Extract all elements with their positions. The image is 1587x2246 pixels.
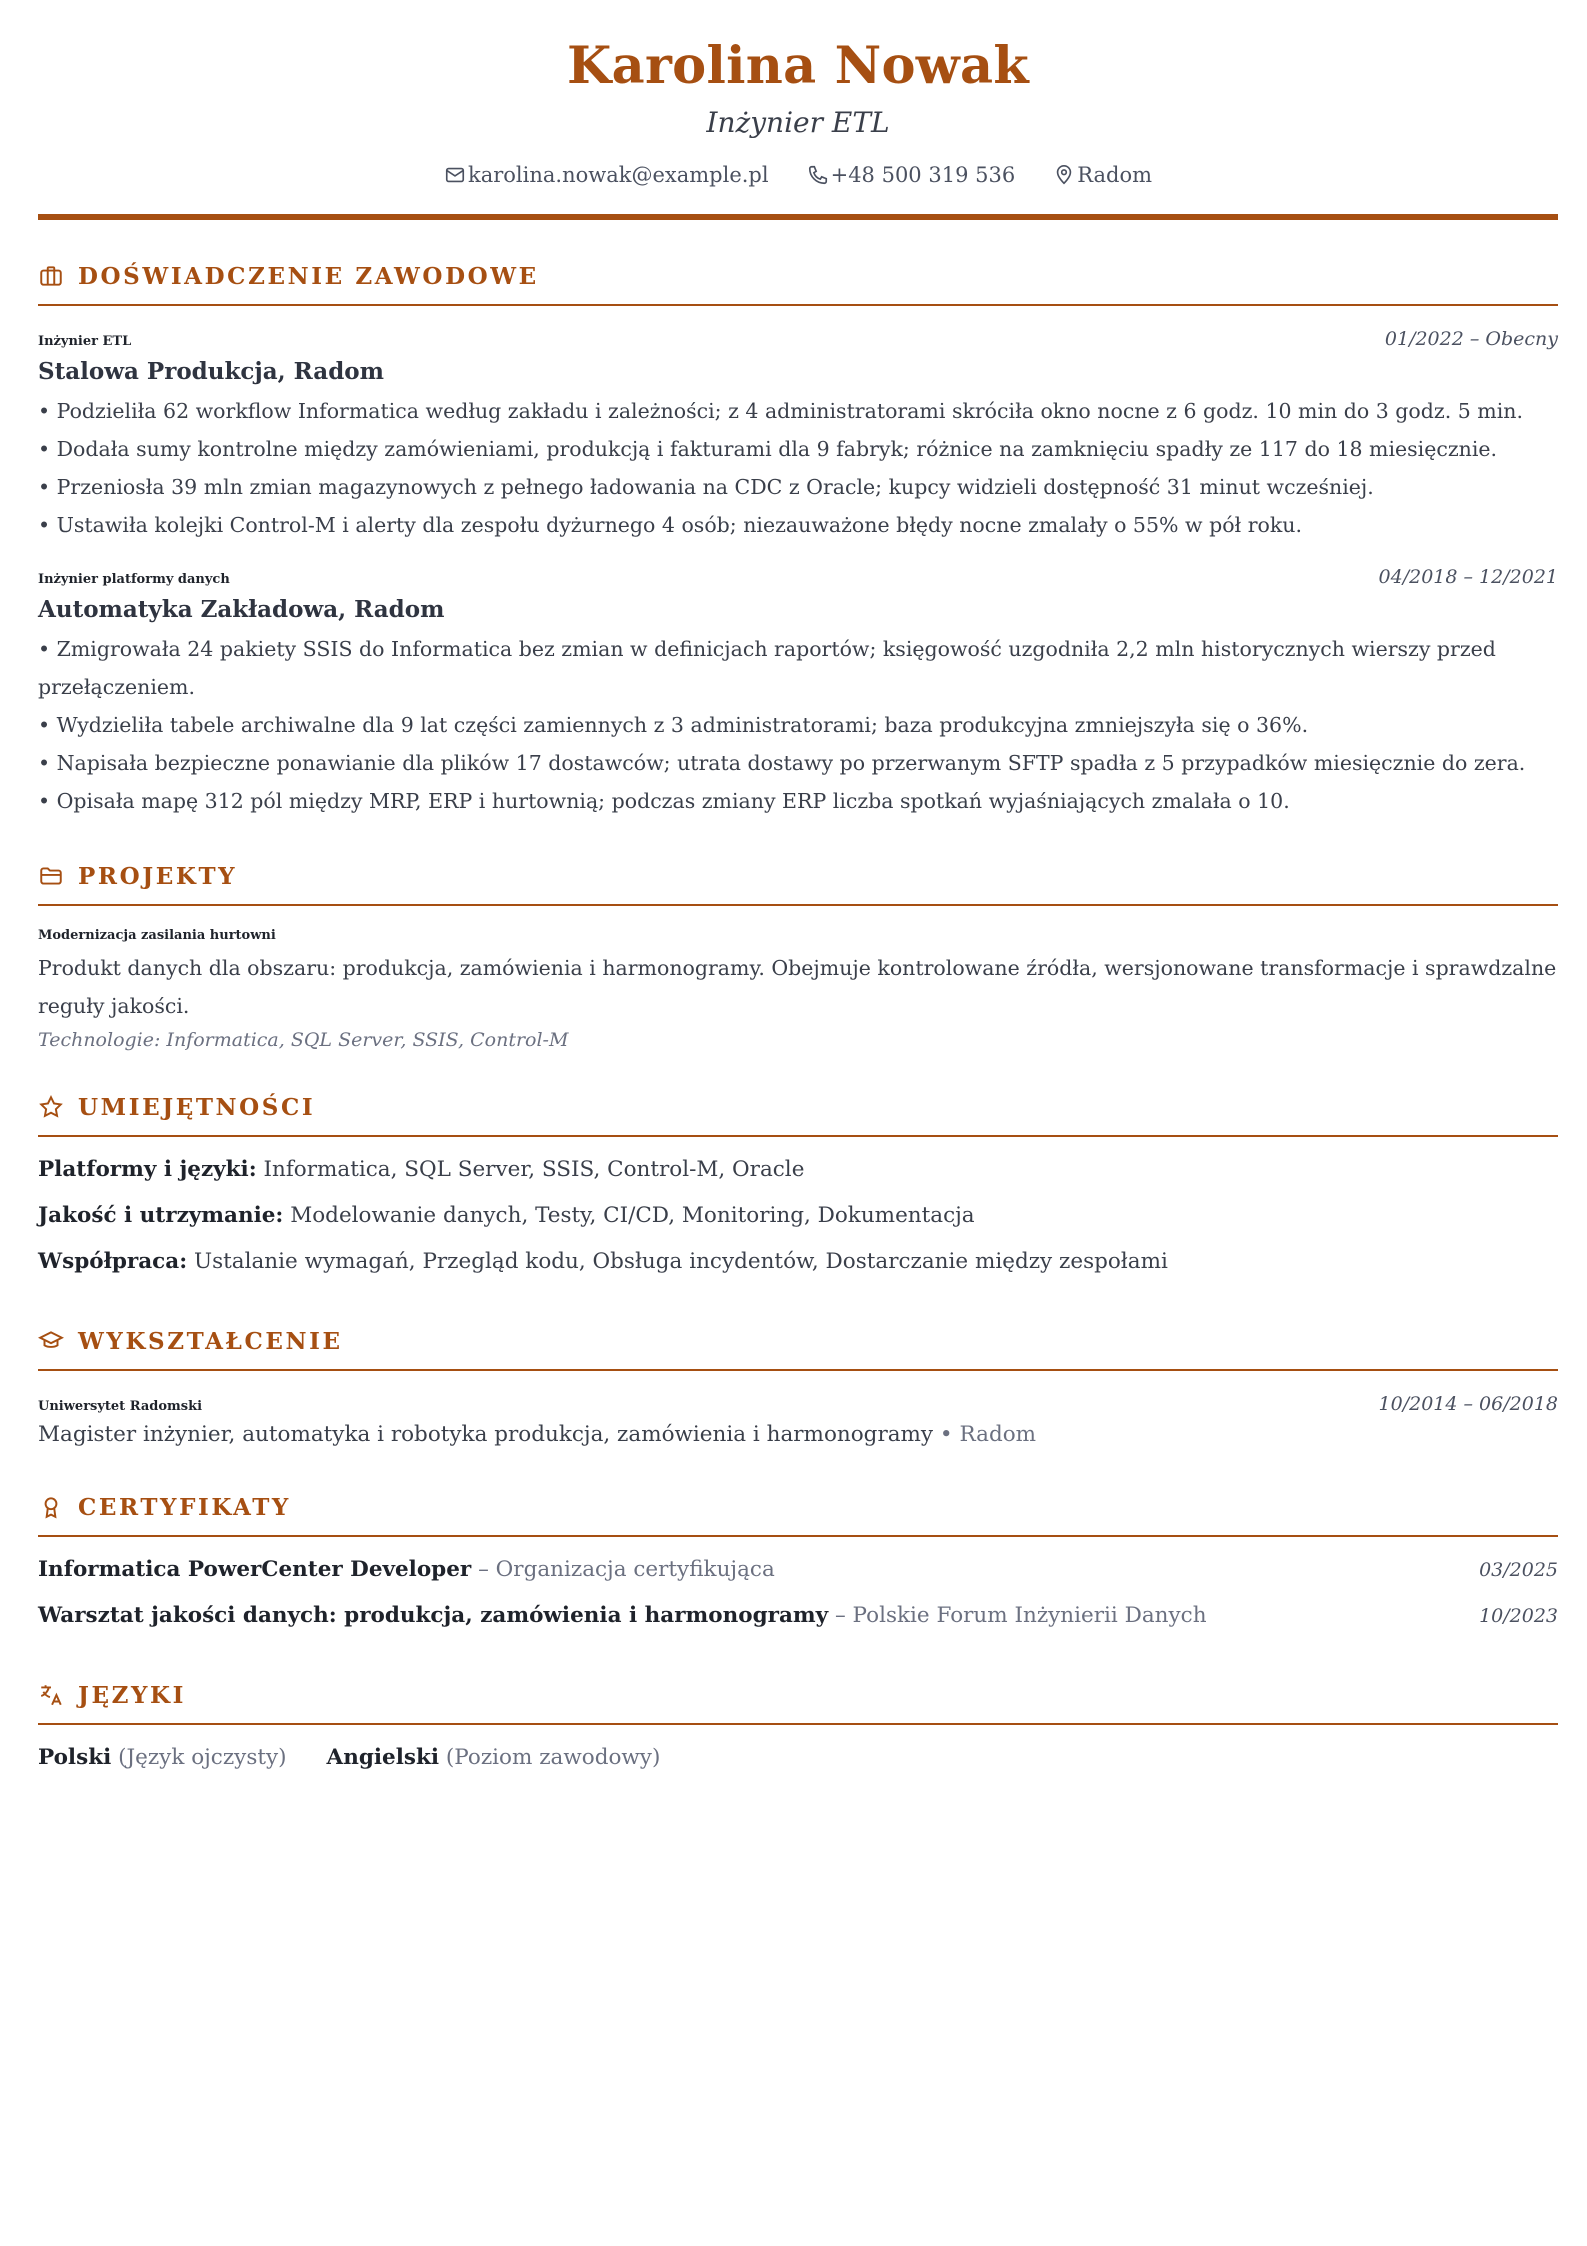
section-title: DOŚWIADCZENIE ZAWODOWE [78,262,539,290]
certificates-section [38,1489,1558,1639]
skill-group-value: Modelowanie danych, Testy, CI/CD, Monitoring, Dokumentacja [290,1203,975,1228]
skill-group-label: Jakość i utrzymanie: [38,1203,284,1228]
skills-section [38,1089,1558,1285]
location-text: Radom [1077,163,1152,187]
role-title: Inżynier platformy danych [38,572,230,587]
achievement-item: • Wydzieliła tabele archiwalne dla 9 lat części zamiennych z 3 administratorami; baza produkcyjna zmniejszyła się o 36%. [38,706,1558,744]
section-title: UMIEJĘTNOŚCI [78,1093,316,1121]
certificates-heading [38,1489,1558,1525]
certificate-name: Warsztat jakości danych: produkcja, zamówienia i harmonogramy [38,1603,829,1628]
achievement-item: • Napisała bezpieczne ponawianie dla plików 17 dostawców; utrata dostawy po przerwanym SFTP spadła z 5 przypadków miesięcznie do zera. [38,744,1558,782]
achievement-item: • Opisała mapę 312 pól między MRP, ERP i hurtownią; podczas zmiany ERP liczba spotkań wyjaśniających zmalała o 10. [38,782,1558,820]
separator: • [939,1422,953,1447]
language-list [38,1745,1558,1770]
candidate-name: Karolina Nowak [566,36,1029,96]
briefcase-icon [38,263,64,289]
skill-group [38,1239,1558,1285]
company-name: Automatyka Zakładowa, Radom [38,596,445,623]
section-title: WYKSZTAŁCENIE [78,1327,343,1355]
skill-group [38,1147,1558,1193]
achievement-item: • Podzieliła 62 workflow Informatica według zakładu i zależności; z 4 administratorami skróciła okno nocne z 6 godz. 10 min do 3 godz. 5 min. [38,392,1558,430]
skills-list [38,1147,1558,1285]
star-icon [38,1094,64,1120]
skill-group-label: Platformy i języki: [38,1157,257,1182]
project-description: Produkt danych dla obszaru: produkcja, zamówienia i harmonogramy. Obejmuje kontrolowane źródła, wersjonowane transformacje i sprawdzalne reguły jakości. [38,956,1557,1018]
degree-line [38,1419,1558,1451]
certificate-date: 03/2025 [1479,1559,1558,1581]
achievement-list [38,630,1558,820]
mail-icon [444,164,466,186]
folder-icon [38,863,64,889]
language-name: Polski [38,1745,112,1770]
email-text: karolina.nowak@example.pl [468,163,769,187]
language-name: Angielski [326,1745,440,1770]
education-heading [38,1323,1558,1359]
achievement-item: • Ustawiła kolejki Control-M i alerty dla zespołu dyżurnego 4 osób; niezauważone błędy nocne zmalały o 55% w pół roku. [38,506,1558,544]
contact-location [1053,160,1152,190]
date-range: 01/2022 – Obecny [1384,328,1558,350]
contact-phone[interactable] [807,160,1016,190]
section-title: PROJEKTY [78,862,238,890]
skill-group-value: Informatica, SQL Server, SSIS, Control-M, Oracle [263,1157,805,1182]
certificate-item [38,1593,1558,1639]
graduation-cap-icon [38,1328,64,1354]
skill-group [38,1193,1558,1239]
certificate-list [38,1547,1558,1639]
project-name: Modernizacja zasilania hurtowni [38,928,276,943]
certificate-issuer: – Polskie Forum Inżynierii Danych [834,1603,1207,1628]
header-divider [38,214,1558,220]
language-item [327,1745,661,1770]
language-level: (Język ojczysty) [118,1745,287,1770]
location-icon [1053,164,1075,186]
contact-email[interactable] [444,160,769,190]
phone-icon [807,164,829,186]
achievement-item: • Dodała sumy kontrolne między zamówieniami, produkcją i fakturami dla 9 fabryk; różnice na zamknięciu spadły ze 117 do 18 miesięcznie. [38,430,1558,468]
achievement-item: • Przeniosła 39 mln zmian magazynowych z pełnego ładowania na CDC z Oracle; kupcy widzieli dostępność 31 minut wcześniej. [38,468,1558,506]
skill-group-value: Ustalanie wymagań, Przegląd kodu, Obsługa incydentów, Dostarczanie między zespołami [194,1249,1168,1274]
education-section [38,1323,1558,1451]
section-title: CERTYFIKATY [78,1493,291,1521]
experience-section [38,258,1558,820]
company-name: Stalowa Produkcja, Radom [38,358,384,385]
skill-group-label: Współpraca: [38,1249,188,1274]
section-divider [38,1135,1558,1137]
certificate-issuer: – Organizacja certyfikująca [478,1557,775,1582]
languages-section [38,1677,1558,1770]
projects-heading [38,858,1558,894]
school-location: Radom [959,1422,1037,1447]
achievement-list [38,392,1558,544]
job-title: Inżynier ETL [706,106,890,139]
language-level: (Poziom zawodowy) [445,1745,661,1770]
education-entry [38,1393,1558,1451]
project-entry [38,928,1558,1051]
award-icon [38,1494,64,1520]
resume-header [38,0,1558,220]
languages-heading [38,1677,1558,1713]
degree: Magister inżynier, automatyka i robotyka produkcja, zamówienia i harmonogramy [38,1422,934,1447]
achievement-item: • Zmigrowała 24 pakiety SSIS do Informatica bez zmian w definicjach raportów; księgowość uzgodniła 2,2 mln historycznych wierszy przed przełączeniem. [38,630,1558,706]
resume-page [38,0,1558,1770]
experience-entry [38,566,1558,820]
experience-entry [38,328,1558,544]
skills-heading [38,1089,1558,1125]
section-divider [38,1535,1558,1537]
section-title: JĘZYKI [78,1681,186,1709]
certificate-name: Informatica PowerCenter Developer [38,1557,472,1582]
experience-heading [38,258,1558,294]
school-name: Uniwersytet Radomski [38,1399,203,1414]
section-divider [38,904,1558,906]
section-divider [38,1369,1558,1371]
contact-bar [38,160,1558,190]
role-title: Inżynier ETL [38,334,132,349]
phone-text: +48 500 319 536 [830,163,1016,187]
date-range: 04/2018 – 12/2021 [1378,566,1558,588]
certificate-date: 10/2023 [1479,1605,1558,1627]
language-item [38,1745,287,1770]
date-range: 10/2014 – 06/2018 [1378,1393,1558,1415]
section-divider [38,304,1558,306]
project-technologies: Technologie: Informatica, SQL Server, SSIS, Control-M [38,1029,569,1051]
projects-section [38,858,1558,1051]
translate-icon [38,1682,64,1708]
section-divider [38,1723,1558,1725]
certificate-item [38,1547,1558,1593]
